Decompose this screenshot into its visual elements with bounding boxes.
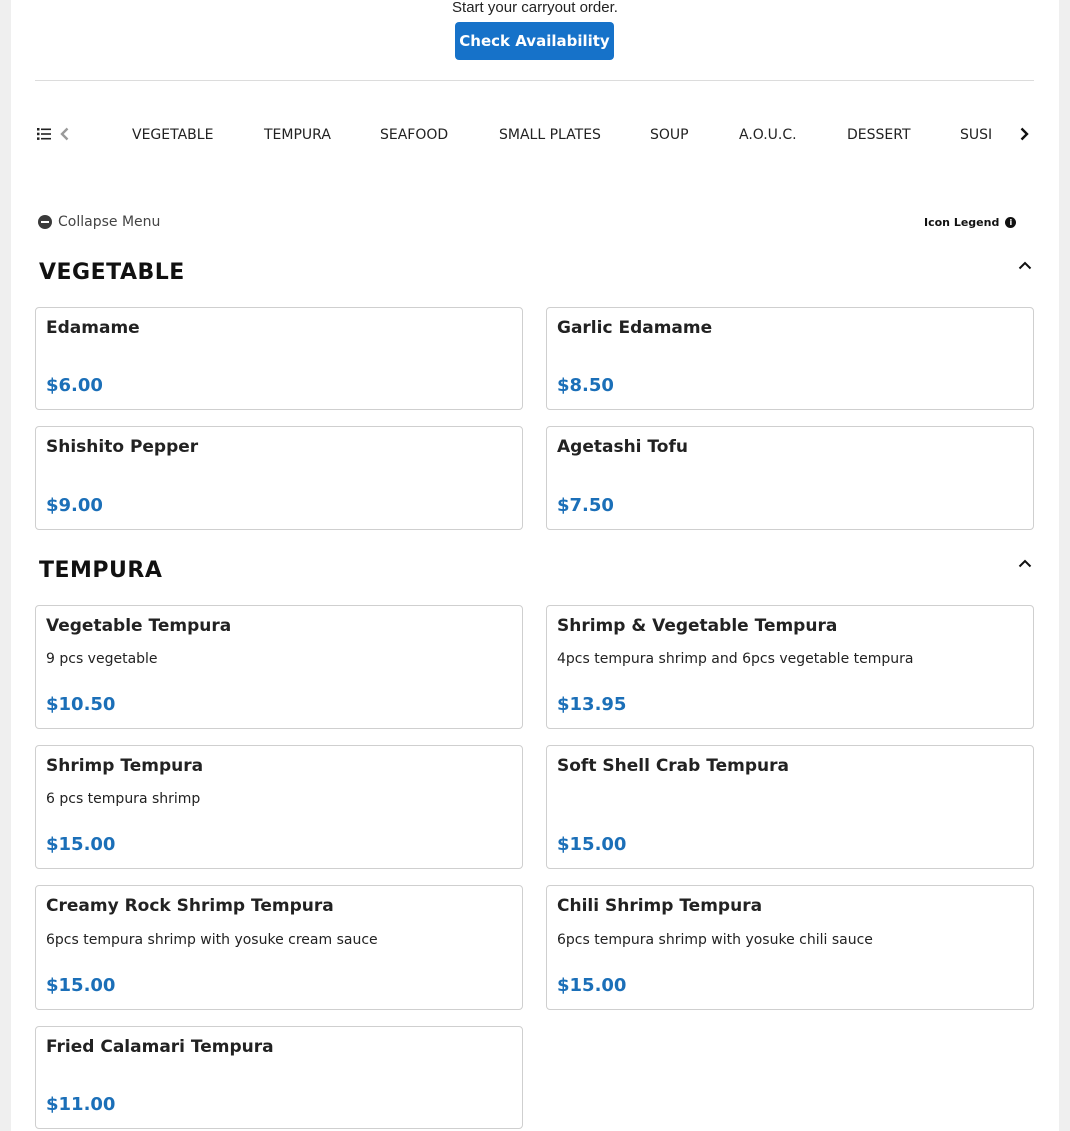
menu-item-card[interactable] — [35, 307, 523, 410]
category-small-plates[interactable]: SMALL PLATES — [499, 127, 601, 143]
menu-item-name: Edamame — [46, 318, 140, 338]
list-icon[interactable] — [37, 128, 51, 140]
menu-item-price: $8.50 — [557, 375, 614, 396]
category-nav — [35, 112, 1034, 158]
menu-item-price: $15.00 — [557, 975, 627, 996]
category-seafood[interactable]: SEAFOOD — [380, 127, 449, 143]
menu-item-price: $15.00 — [46, 834, 116, 855]
menu-item-card[interactable] — [35, 885, 523, 1010]
check-availability-button[interactable]: Check Availability — [455, 22, 614, 60]
menu-item-price: $15.00 — [46, 975, 116, 996]
menu-item-description: 6pcs tempura shrimp with yosuke chili sauce — [557, 932, 873, 948]
menu-item-price: $11.00 — [46, 1094, 116, 1115]
menu-item-card[interactable] — [35, 745, 523, 869]
menu-item-name: Agetashi Tofu — [557, 437, 688, 457]
icon-legend-label: Icon Legend — [924, 215, 1000, 229]
chevron-left-icon[interactable] — [57, 126, 73, 142]
menu-item-description: 4pcs tempura shrimp and 6pcs vegetable tempura — [557, 651, 914, 667]
collapse-menu-label: Collapse Menu — [58, 214, 161, 230]
chevron-up-icon[interactable] — [1017, 258, 1033, 274]
info-icon: i — [1005, 217, 1016, 228]
menu-item-card[interactable] — [546, 426, 1034, 530]
menu-item-price: $6.00 — [46, 375, 103, 396]
menu-item-name: Garlic Edamame — [557, 318, 713, 338]
menu-item-card[interactable] — [35, 1026, 523, 1129]
menu-item-name: Shrimp & Vegetable Tempura — [557, 616, 838, 636]
menu-item-price: $10.50 — [46, 694, 116, 715]
category-vegetable[interactable]: VEGETABLE — [132, 127, 214, 143]
menu-item-card[interactable] — [546, 885, 1034, 1010]
menu-item-card[interactable] — [35, 605, 523, 729]
category-list — [75, 112, 1010, 158]
menu-page — [11, 0, 1059, 1131]
menu-item-name: Soft Shell Crab Tempura — [557, 756, 789, 776]
carryout-prompt: Start your carryout order. — [452, 0, 618, 16]
menu-item-name: Chili Shrimp Tempura — [557, 896, 763, 916]
category-dessert[interactable]: DESSERT — [847, 127, 911, 143]
divider — [35, 80, 1034, 81]
collapse-menu-button[interactable] — [38, 213, 160, 231]
category-aouc[interactable]: A.O.U.C. — [739, 127, 797, 143]
menu-item-price: $7.50 — [557, 495, 614, 516]
menu-item-price: $13.95 — [557, 694, 627, 715]
menu-item-card[interactable] — [35, 426, 523, 530]
section-title-vegetable: VEGETABLE — [39, 260, 185, 285]
menu-item-card[interactable] — [546, 745, 1034, 869]
menu-item-price: $9.00 — [46, 495, 103, 516]
menu-item-name: Shrimp Tempura — [46, 756, 204, 776]
menu-item-name: Fried Calamari Tempura — [46, 1037, 274, 1057]
icon-legend-button[interactable] — [924, 213, 1016, 231]
category-tempura[interactable]: TEMPURA — [264, 127, 331, 143]
category-susi[interactable]: SUSI — [960, 127, 993, 143]
menu-item-price: $15.00 — [557, 834, 627, 855]
category-soup[interactable]: SOUP — [650, 127, 689, 143]
menu-item-name: Shishito Pepper — [46, 437, 199, 457]
menu-item-card[interactable] — [546, 605, 1034, 729]
menu-item-name: Creamy Rock Shrimp Tempura — [46, 896, 334, 916]
chevron-right-icon[interactable] — [1016, 126, 1032, 142]
menu-item-card[interactable] — [546, 307, 1034, 410]
menu-item-description: 9 pcs vegetable — [46, 651, 158, 667]
menu-item-description: 6pcs tempura shrimp with yosuke cream sauce — [46, 932, 378, 948]
section-title-tempura: TEMPURA — [39, 558, 163, 583]
minus-circle-icon — [38, 215, 52, 229]
chevron-up-icon[interactable] — [1017, 556, 1033, 572]
menu-item-name: Vegetable Tempura — [46, 616, 232, 636]
menu-item-description: 6 pcs tempura shrimp — [46, 791, 201, 807]
